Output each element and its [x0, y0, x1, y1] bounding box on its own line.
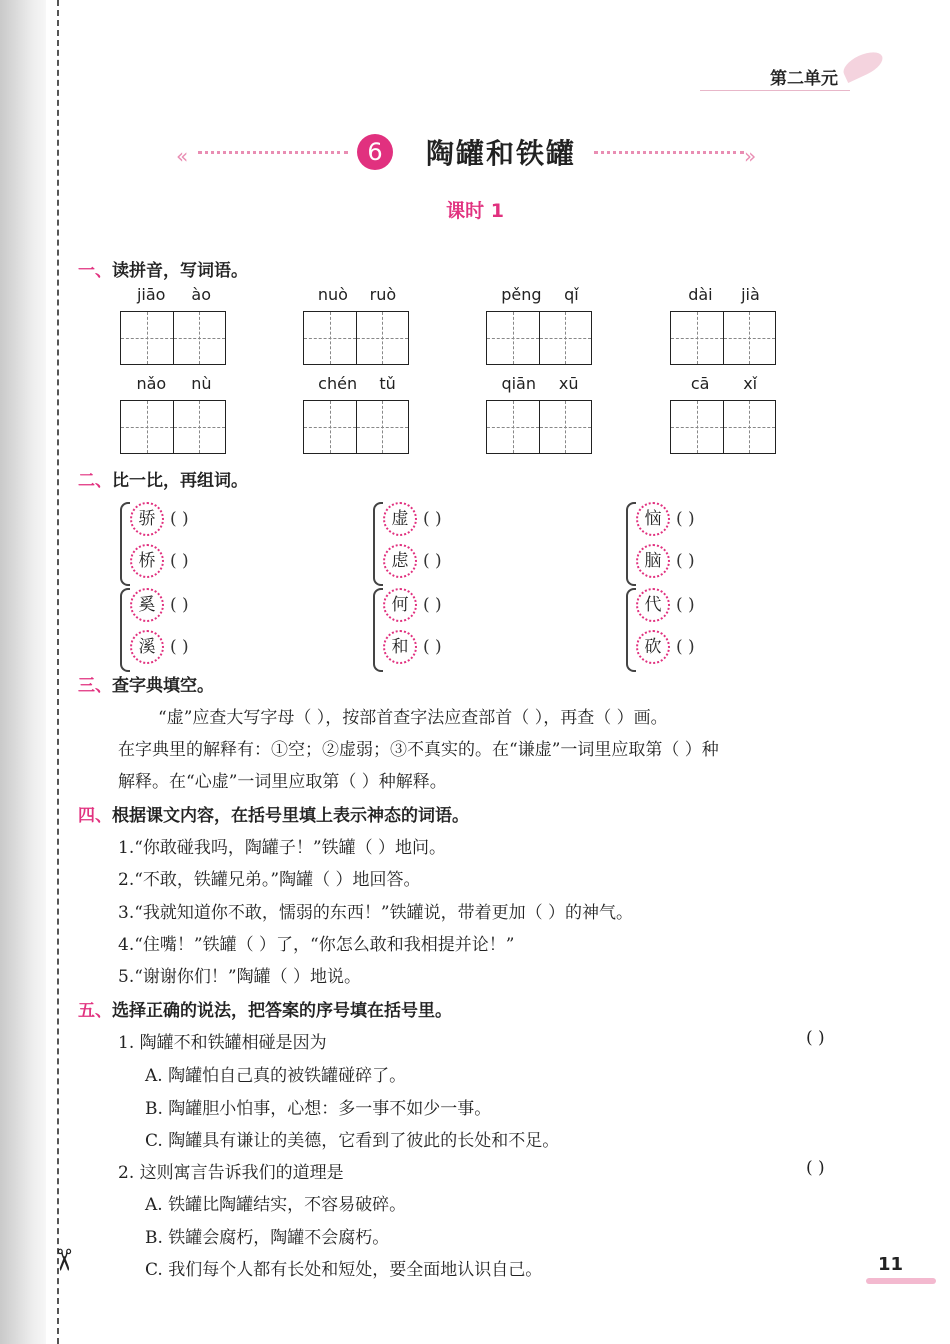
word-blank[interactable]: ( ) [170, 637, 189, 657]
left-arrow-icon: « [176, 144, 187, 168]
pinyin-syllable: nǎo [136, 374, 167, 393]
writing-box[interactable] [174, 312, 226, 364]
pinyin-syllable: jià [741, 285, 760, 304]
brace [120, 588, 130, 672]
section-title: 读拼音，写词语。 [112, 261, 248, 281]
page-number-bar [866, 1278, 936, 1284]
lesson-title: 陶罐和铁罐 [426, 137, 577, 170]
word-blank[interactable]: ( ) [423, 595, 442, 615]
s4-item-2: 2.“不敢，铁罐兄弟。”陶罐（ ）地回答。 [118, 870, 421, 890]
char-circle: 骄 [130, 502, 164, 536]
brace [373, 502, 383, 586]
section-5-heading [78, 996, 452, 1021]
s3-line-3: 解释。在“心虚”一词里应取第（ ）种解释。 [118, 772, 447, 792]
char-circle: 虚 [383, 502, 417, 536]
pinyin [670, 285, 778, 309]
pinyin-syllable: nù [191, 374, 212, 393]
word-blank[interactable]: ( ) [676, 509, 695, 529]
pinyin-syllable: xū [558, 374, 579, 393]
lesson-number: 6 [357, 134, 393, 170]
answer-blank: ( ) [806, 1028, 825, 1048]
word-blank[interactable]: ( ) [676, 595, 695, 615]
pinyin [303, 285, 411, 309]
writing-box[interactable] [121, 312, 174, 364]
char-circle: 何 [383, 588, 417, 622]
page-number: 11 [878, 1254, 904, 1275]
pinyin-syllable: ào [191, 285, 211, 304]
char-compare-pair [626, 500, 786, 590]
pinyin [486, 374, 594, 398]
char-circle: 和 [383, 630, 417, 664]
scissors-icon: ✂ [45, 1247, 81, 1273]
char-circle: 奚 [130, 588, 164, 622]
s4-item-1: 1.“你敢碰我吗，陶罐子！”铁罐（ ）地问。 [118, 838, 447, 858]
char-circle: 溪 [130, 630, 164, 664]
writing-grid[interactable] [120, 311, 226, 365]
pinyin-word-cell [303, 374, 411, 454]
pinyin [120, 374, 228, 398]
pair-item [383, 586, 442, 624]
section-2-heading [78, 466, 248, 491]
s4-item-3: 3.“我就知道你不敢，懦弱的东西！”铁罐说，带着更加（ ）的神气。 [118, 903, 634, 923]
section-1-heading [78, 256, 248, 281]
section-number: 三、 [78, 676, 112, 696]
brace [626, 588, 636, 672]
answer-blank: ( ) [806, 1158, 825, 1178]
pinyin [303, 374, 411, 398]
writing-box[interactable] [540, 312, 592, 364]
pair-item [130, 628, 189, 666]
writing-box[interactable] [304, 401, 357, 453]
pinyin-syllable: chén [318, 374, 358, 393]
writing-box[interactable] [357, 312, 409, 364]
pair-item [383, 500, 442, 538]
word-blank[interactable]: ( ) [170, 551, 189, 571]
char-circle: 砍 [636, 630, 670, 664]
writing-box[interactable] [671, 312, 724, 364]
char-compare-pair [120, 500, 280, 590]
pinyin-word-cell [120, 285, 228, 365]
writing-grid[interactable] [303, 311, 409, 365]
pinyin-word-cell [303, 285, 411, 365]
writing-box[interactable] [121, 401, 174, 453]
s5-question-2: 2. 这则寓言告诉我们的道理是 [118, 1163, 344, 1183]
word-blank[interactable]: ( ) [170, 509, 189, 529]
pair-item [636, 628, 695, 666]
s5-q2-option-a: A. 铁罐比陶罐结实，不容易破碎。 [145, 1195, 407, 1215]
char-compare-pair [373, 500, 533, 590]
writing-grid[interactable] [486, 311, 592, 365]
writing-box[interactable] [487, 312, 540, 364]
word-blank[interactable]: ( ) [676, 551, 695, 571]
s3-line-2: 在字典里的解释有：①空；②虚弱；③不真实的。在“谦虚”一词里应取第（ ）种 [118, 740, 719, 760]
word-blank[interactable]: ( ) [170, 595, 189, 615]
s5-question-1: 1. 陶罐不和铁罐相碰是因为 [118, 1033, 327, 1053]
pinyin-word-cell [486, 285, 594, 365]
unit-label: 第二单元 [770, 69, 838, 89]
pinyin [120, 285, 228, 309]
writing-box[interactable] [174, 401, 226, 453]
pinyin-syllable: pěng [501, 285, 542, 304]
char-circle: 恼 [636, 502, 670, 536]
pinyin-syllable: dài [688, 285, 713, 304]
pinyin-syllable: jiāo [136, 285, 166, 304]
brace [120, 502, 130, 586]
writing-grid[interactable] [486, 400, 592, 454]
char-circle: 脑 [636, 544, 670, 578]
pinyin-word-cell [670, 285, 778, 365]
s5-q1-option-b: B. 陶罐胆小怕事，心想：多一事不如少一事。 [145, 1099, 492, 1119]
section-title: 比一比，再组词。 [112, 471, 248, 491]
section-number: 一、 [78, 261, 112, 281]
writing-box[interactable] [487, 401, 540, 453]
lesson-period: 课时 1 [446, 200, 504, 222]
word-blank[interactable]: ( ) [676, 637, 695, 657]
char-circle: 代 [636, 588, 670, 622]
s4-item-4: 4.“住嘴！”铁罐（ ）了，“你怎么敢和我相提并论！” [118, 935, 515, 955]
pinyin-syllable: qǐ [564, 285, 579, 304]
s5-q2-option-c: C. 我们每个人都有长处和短处，要全面地认识自己。 [145, 1260, 543, 1280]
s5-q1-option-a: A. 陶罐怕自己真的被铁罐碰碎了。 [145, 1066, 407, 1086]
pinyin [486, 285, 594, 309]
s5-q2-option-b: B. 铁罐会腐朽，陶罐不会腐朽。 [145, 1228, 390, 1248]
section-4-heading [78, 801, 469, 826]
pair-item [636, 586, 695, 624]
unit-underline [700, 90, 850, 91]
feather-decoration [840, 47, 887, 83]
pinyin-syllable: cā [690, 374, 710, 393]
pair-item [636, 542, 695, 580]
right-arrow-icon: » [744, 144, 755, 168]
pinyin-syllable: qiān [501, 374, 536, 393]
word-blank[interactable]: ( ) [423, 551, 442, 571]
writing-grid[interactable] [670, 311, 776, 365]
section-title: 查字典填空。 [112, 676, 214, 696]
pair-item [130, 542, 189, 580]
lesson-title-bar [176, 132, 766, 172]
section-title: 选择正确的说法，把答案的序号填在括号里。 [112, 1001, 452, 1021]
brace [626, 502, 636, 586]
pinyin-word-cell [486, 374, 594, 454]
brace [373, 588, 383, 672]
word-blank[interactable]: ( ) [423, 637, 442, 657]
pinyin [670, 374, 778, 398]
char-compare-pair [120, 586, 280, 676]
pinyin-syllable: xǐ [743, 374, 758, 393]
pinyin-syllable: ruò [369, 285, 397, 304]
pair-item [636, 500, 695, 538]
pair-item [130, 586, 189, 624]
pinyin-syllable: tǔ [379, 374, 396, 393]
char-compare-pair [373, 586, 533, 676]
writing-box[interactable] [357, 401, 409, 453]
pair-item [130, 500, 189, 538]
char-circle: 虑 [383, 544, 417, 578]
pinyin-word-cell [670, 374, 778, 454]
s3-line-1: “虚”应查大写字母（ ），按部首查字法应查部首（ ），再查（ ）画。 [158, 708, 668, 728]
writing-grid[interactable] [120, 400, 226, 454]
s5-q1-option-c: C. 陶罐具有谦让的美德，它看到了彼此的长处和不足。 [145, 1131, 560, 1151]
word-blank[interactable]: ( ) [423, 509, 442, 529]
section-number: 四、 [78, 806, 112, 826]
writing-grid[interactable] [670, 400, 776, 454]
writing-box[interactable] [304, 312, 357, 364]
char-circle: 桥 [130, 544, 164, 578]
char-compare-pair [626, 586, 786, 676]
pair-item [383, 542, 442, 580]
writing-box[interactable] [724, 312, 776, 364]
pinyin-word-cell [120, 374, 228, 454]
writing-box[interactable] [540, 401, 592, 453]
right-dots [594, 151, 744, 154]
writing-grid[interactable] [303, 400, 409, 454]
writing-box[interactable] [724, 401, 776, 453]
pinyin-syllable: nuò [317, 285, 348, 304]
section-title: 根据课文内容，在括号里填上表示神态的词语。 [112, 806, 469, 826]
section-number: 五、 [78, 1001, 112, 1021]
s4-item-5: 5.“谢谢你们！”陶罐（ ）地说。 [118, 967, 362, 987]
section-number: 二、 [78, 471, 112, 491]
left-dots [198, 151, 348, 154]
pair-item [383, 628, 442, 666]
section-3-heading [78, 671, 214, 696]
writing-box[interactable] [671, 401, 724, 453]
